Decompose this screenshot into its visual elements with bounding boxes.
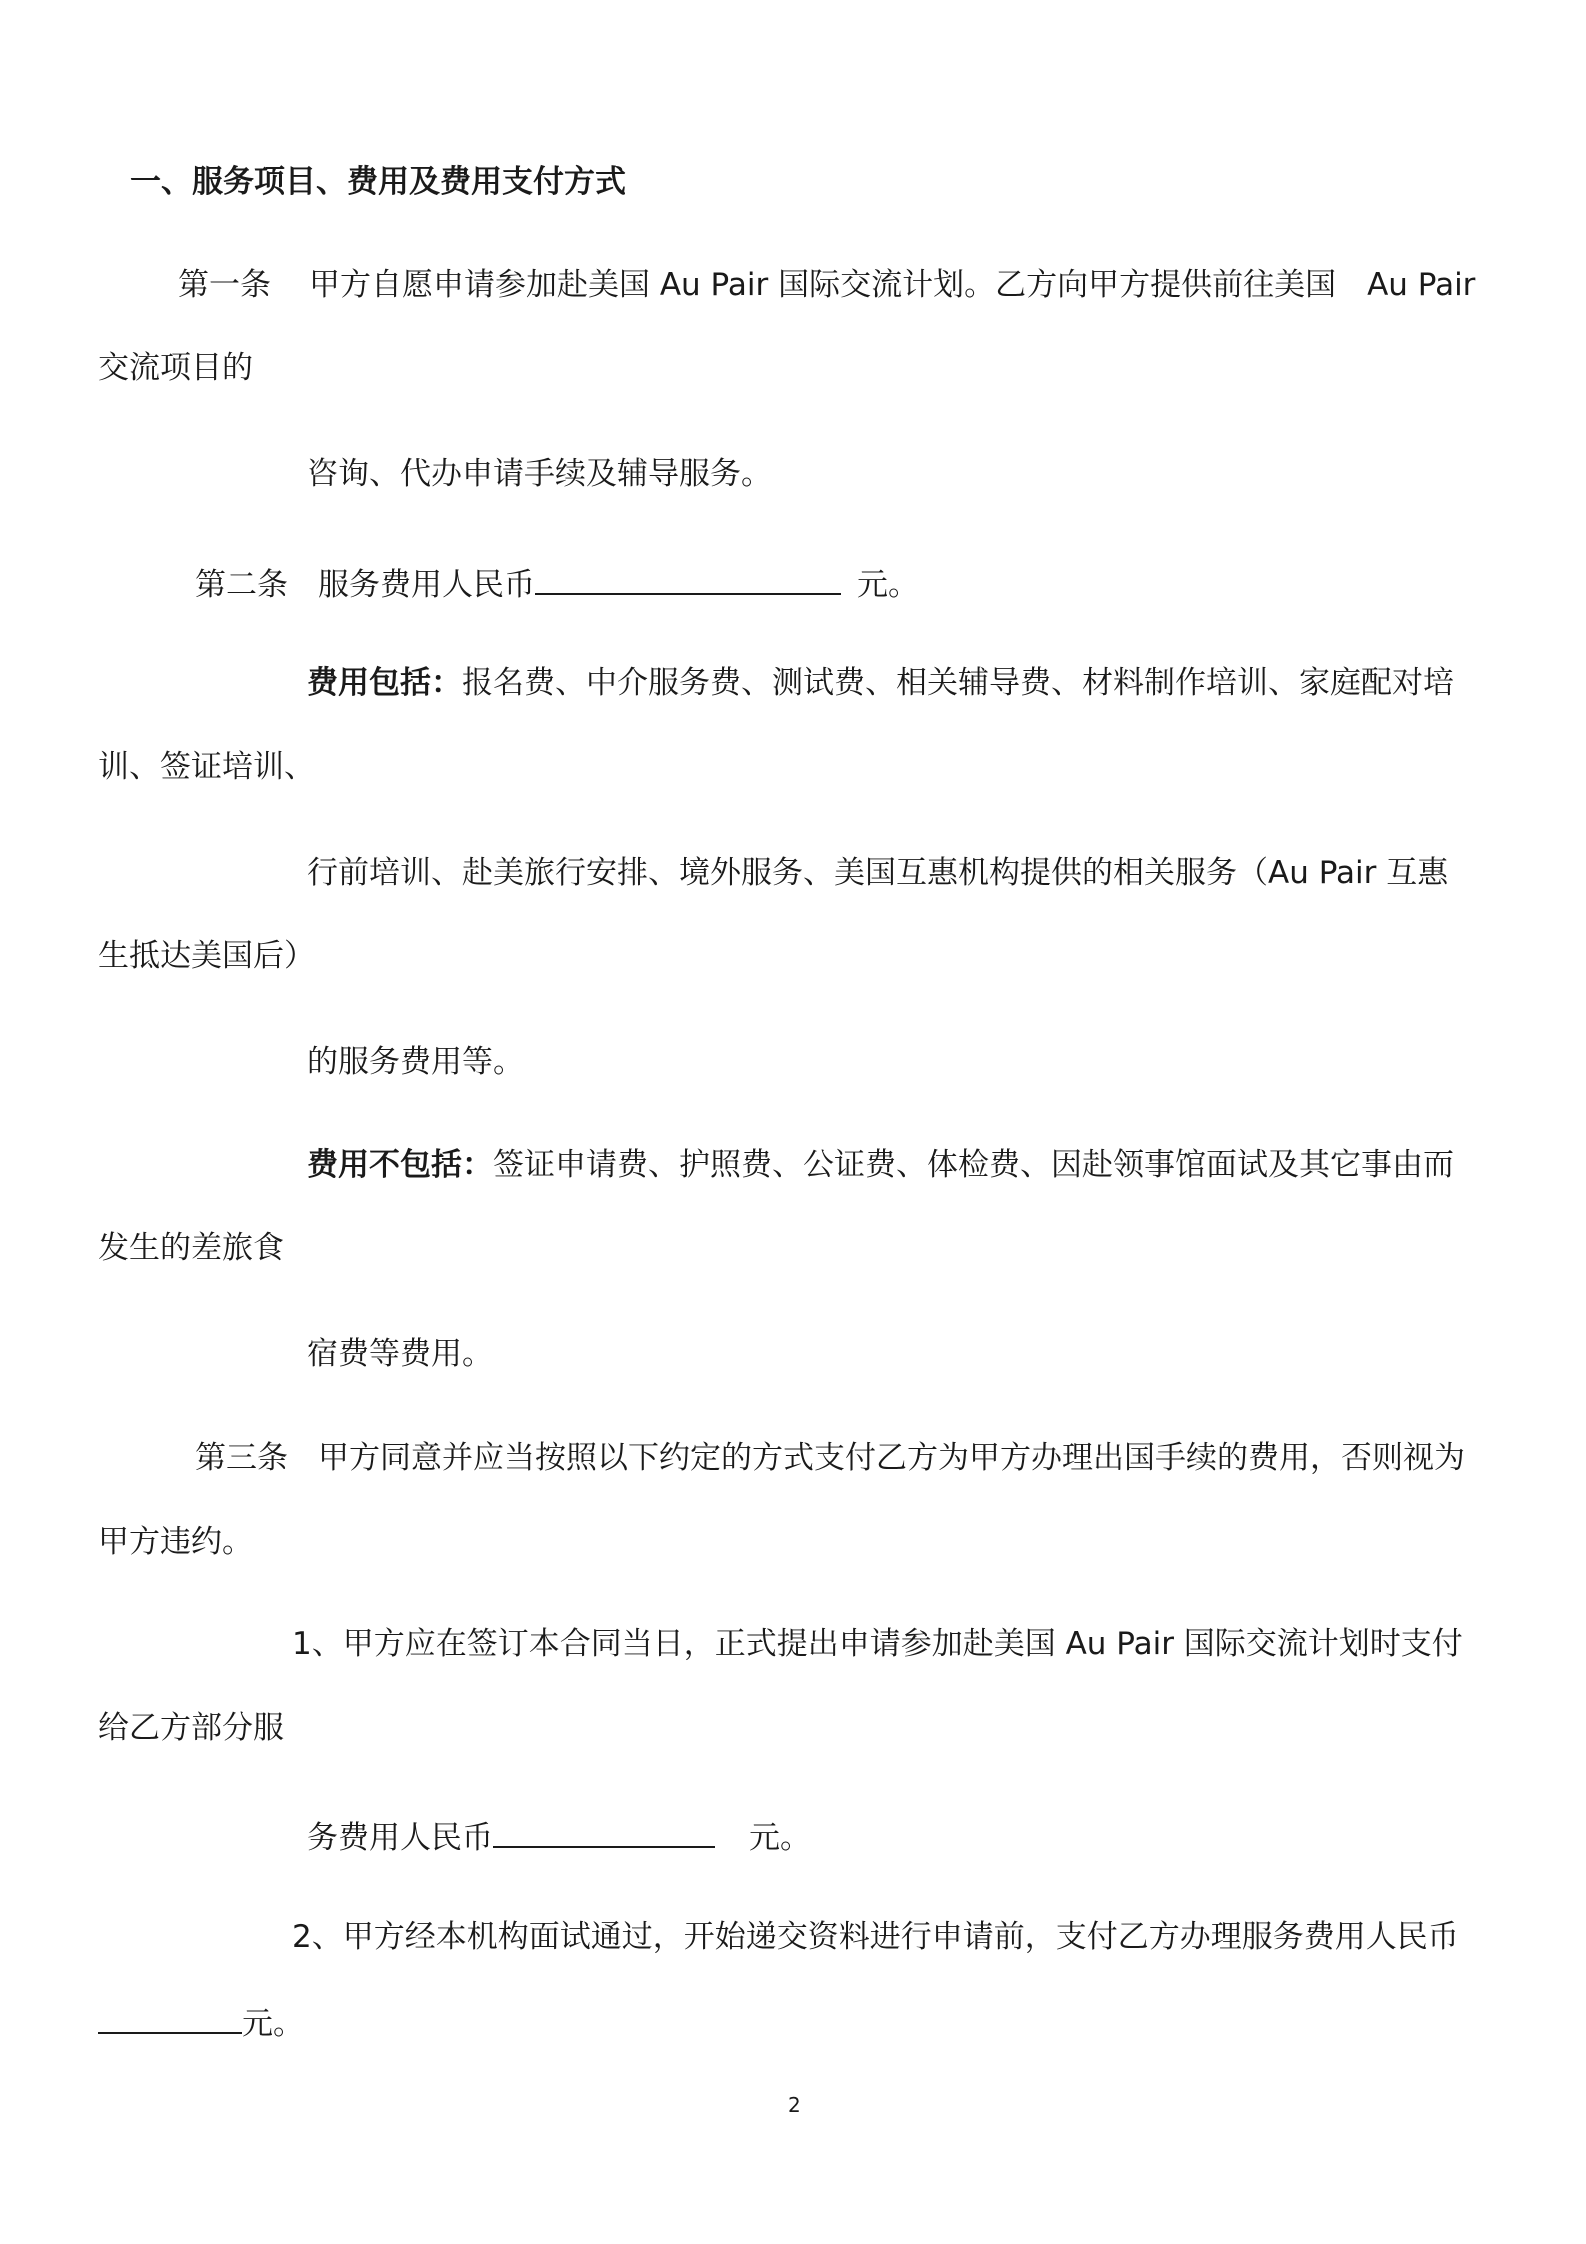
payment-item-1-line-2	[307, 1812, 811, 1860]
fee-excludes-line	[307, 1143, 1454, 1187]
payment-item-1: 1、甲方应在签订本合同当日，正式提出申请参加赴美国 Au Pair 国际交流计划时支付	[292, 1626, 1463, 1662]
article-2-text: 服务费用人民币	[318, 567, 535, 603]
payment-item-1-unit: 元。	[749, 1820, 811, 1856]
article-3-label: 第三条	[195, 1440, 288, 1476]
payment-item-2: 2、甲方经本机构面试通过，开始递交资料进行申请前，支付乙方办理服务费用人民币	[292, 1919, 1459, 1955]
article-1-line	[178, 263, 1475, 307]
section-heading: 一、服务项目、费用及费用支付方式	[130, 164, 626, 200]
article-1-line-2: 咨询、代办申请手续及辅导服务。	[307, 456, 772, 492]
fee-excludes-label: 费用不包括：	[307, 1147, 493, 1183]
fee-blank	[535, 559, 841, 595]
payment-item-1-continuation: 给乙方部分服	[98, 1710, 284, 1746]
fee-excludes-line-2: 宿费等费用。	[307, 1336, 493, 1372]
payment-item-1-amount-label: 务费用人民币	[307, 1820, 493, 1856]
article-2-label: 第二条	[195, 567, 288, 603]
fee-includes-line-2-continuation: 生抵达美国后）	[98, 938, 315, 974]
article-2-unit: 元。	[857, 567, 919, 603]
article-3-text: 甲方同意并应当按照以下约定的方式支付乙方为甲方办理出国手续的费用，否则视为	[318, 1440, 1465, 1476]
fee-includes-line-2: 行前培训、赴美旅行安排、境外服务、美国互惠机构提供的相关服务（Au Pair 互惠	[307, 855, 1449, 891]
fee-includes-text: 报名费、中介服务费、测试费、相关辅导费、材料制作培训、家庭配对培	[462, 665, 1454, 701]
fee-includes-label: 费用包括：	[307, 665, 462, 701]
article-1-label: 第一条	[178, 267, 271, 303]
fee-excludes-text: 签证申请费、护照费、公证费、体检费、因赴领事馆面试及其它事由而	[493, 1147, 1454, 1183]
fee-includes-continuation: 训、签证培训、	[98, 749, 315, 785]
payment-item-2-continuation	[98, 1998, 304, 2046]
page-number: 2	[788, 2093, 801, 2117]
payment-item-2-unit: 元。	[242, 2006, 304, 2042]
payment-1-blank	[493, 1812, 715, 1848]
article-1-continuation: 交流项目的	[98, 350, 253, 386]
payment-2-blank	[98, 1998, 242, 2034]
fee-includes-line-3: 的服务费用等。	[307, 1044, 524, 1080]
fee-excludes-continuation: 发生的差旅食	[98, 1230, 284, 1266]
article-3-continuation: 甲方违约。	[98, 1524, 253, 1560]
fee-includes-line	[307, 661, 1454, 705]
article-1-text: 甲方自愿申请参加赴美国 Au Pair 国际交流计划。乙方向甲方提供前往美国 Au Pair	[309, 267, 1476, 303]
article-2-line	[195, 559, 919, 607]
article-3-line	[195, 1436, 1465, 1480]
